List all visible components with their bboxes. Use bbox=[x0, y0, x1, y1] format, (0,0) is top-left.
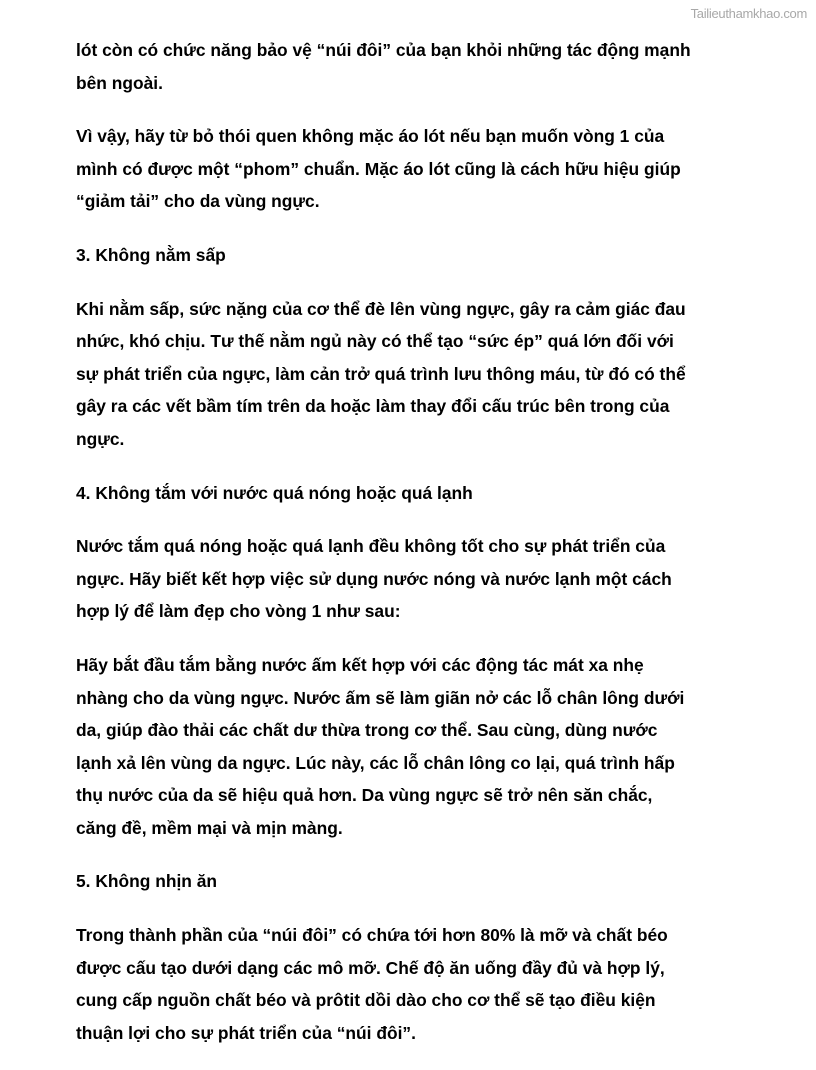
text-line: sự phát triển của ngực, làm cản trở quá trình lưu thông máu, từ đó có thể bbox=[76, 363, 686, 384]
text-line: nhức, khó chịu. Tư thế nằm ngủ này có thể tạo “sức ép” quá lớn đối với bbox=[76, 331, 674, 352]
section-heading-5 bbox=[76, 865, 746, 898]
text-line: hợp lý để làm đẹp cho vòng 1 như sau: bbox=[76, 601, 401, 622]
paragraph-wear-bra bbox=[76, 120, 746, 218]
section-heading-3 bbox=[76, 239, 746, 272]
text-line: được cấu tạo dưới dạng các mô mỡ. Chế độ ăn uống đầy đủ và hợp lý, bbox=[76, 957, 665, 978]
text-line: Vì vậy, hãy từ bỏ thói quen không mặc áo lót nếu bạn muốn vòng 1 của bbox=[76, 126, 665, 147]
paragraph-bath-routine bbox=[76, 649, 746, 845]
text-line: bên ngoài. bbox=[76, 72, 163, 93]
text-line: căng đề, mềm mại và mịn màng. bbox=[76, 817, 343, 838]
heading-text: 5. Không nhịn ăn bbox=[76, 871, 218, 892]
paragraph-intro-continuation bbox=[76, 34, 746, 99]
document-body bbox=[76, 34, 746, 1070]
text-line: gây ra các vết bầm tím trên da hoặc làm thay đổi cấu trúc bên trong của bbox=[76, 396, 670, 417]
paragraph-bath-water bbox=[76, 530, 746, 628]
text-line: ngực. Hãy biết kết hợp việc sử dụng nước nóng và nước lạnh một cách bbox=[76, 568, 672, 589]
text-line: Nước tắm quá nóng hoặc quá lạnh đều không tốt cho sự phát triển của bbox=[76, 536, 666, 557]
text-line: mình có được một “phom” chuẩn. Mặc áo lót cũng là cách hữu hiệu giúp bbox=[76, 158, 681, 179]
text-line: “giảm tải” cho da vùng ngực. bbox=[76, 191, 320, 212]
text-line: cung cấp nguồn chất béo và prôtit dồi dào cho cơ thể sẽ tạo điều kiện bbox=[76, 990, 656, 1011]
watermark: Tailieuthamkhao.com bbox=[690, 6, 807, 21]
paragraph-nutrition bbox=[76, 919, 746, 1049]
heading-text: 4. Không tắm với nước quá nóng hoặc quá lạnh bbox=[76, 482, 473, 503]
text-line: Trong thành phần của “núi đôi” có chứa tới hơn 80% là mỡ và chất béo bbox=[76, 925, 668, 946]
text-line: Khi nằm sấp, sức nặng của cơ thể đè lên vùng ngực, gây ra cảm giác đau bbox=[76, 298, 686, 319]
text-line: thụ nước của da sẽ hiệu quả hơn. Da vùng ngực sẽ trở nên săn chắc, bbox=[76, 785, 653, 806]
text-line: Hãy bắt đầu tắm bằng nước ấm kết hợp với các động tác mát xa nhẹ bbox=[76, 654, 644, 675]
section-heading-4 bbox=[76, 477, 746, 510]
heading-text: 3. Không nằm sấp bbox=[76, 244, 226, 265]
text-line: lạnh xả lên vùng da ngực. Lúc này, các lỗ chân lông co lại, quá trình hấp bbox=[76, 752, 675, 773]
paragraph-sleep-position bbox=[76, 293, 746, 456]
text-line: lót còn có chức năng bảo vệ “núi đôi” của bạn khỏi những tác động mạnh bbox=[76, 40, 691, 60]
text-line: thuận lợi cho sự phát triển của “núi đôi”. bbox=[76, 1022, 416, 1043]
text-line: ngực. bbox=[76, 428, 125, 449]
text-line: da, giúp đào thải các chất dư thừa trong cơ thể. Sau cùng, dùng nước bbox=[76, 720, 658, 741]
text-line: nhàng cho da vùng ngực. Nước ấm sẽ làm giãn nở các lỗ chân lông dưới bbox=[76, 687, 685, 708]
